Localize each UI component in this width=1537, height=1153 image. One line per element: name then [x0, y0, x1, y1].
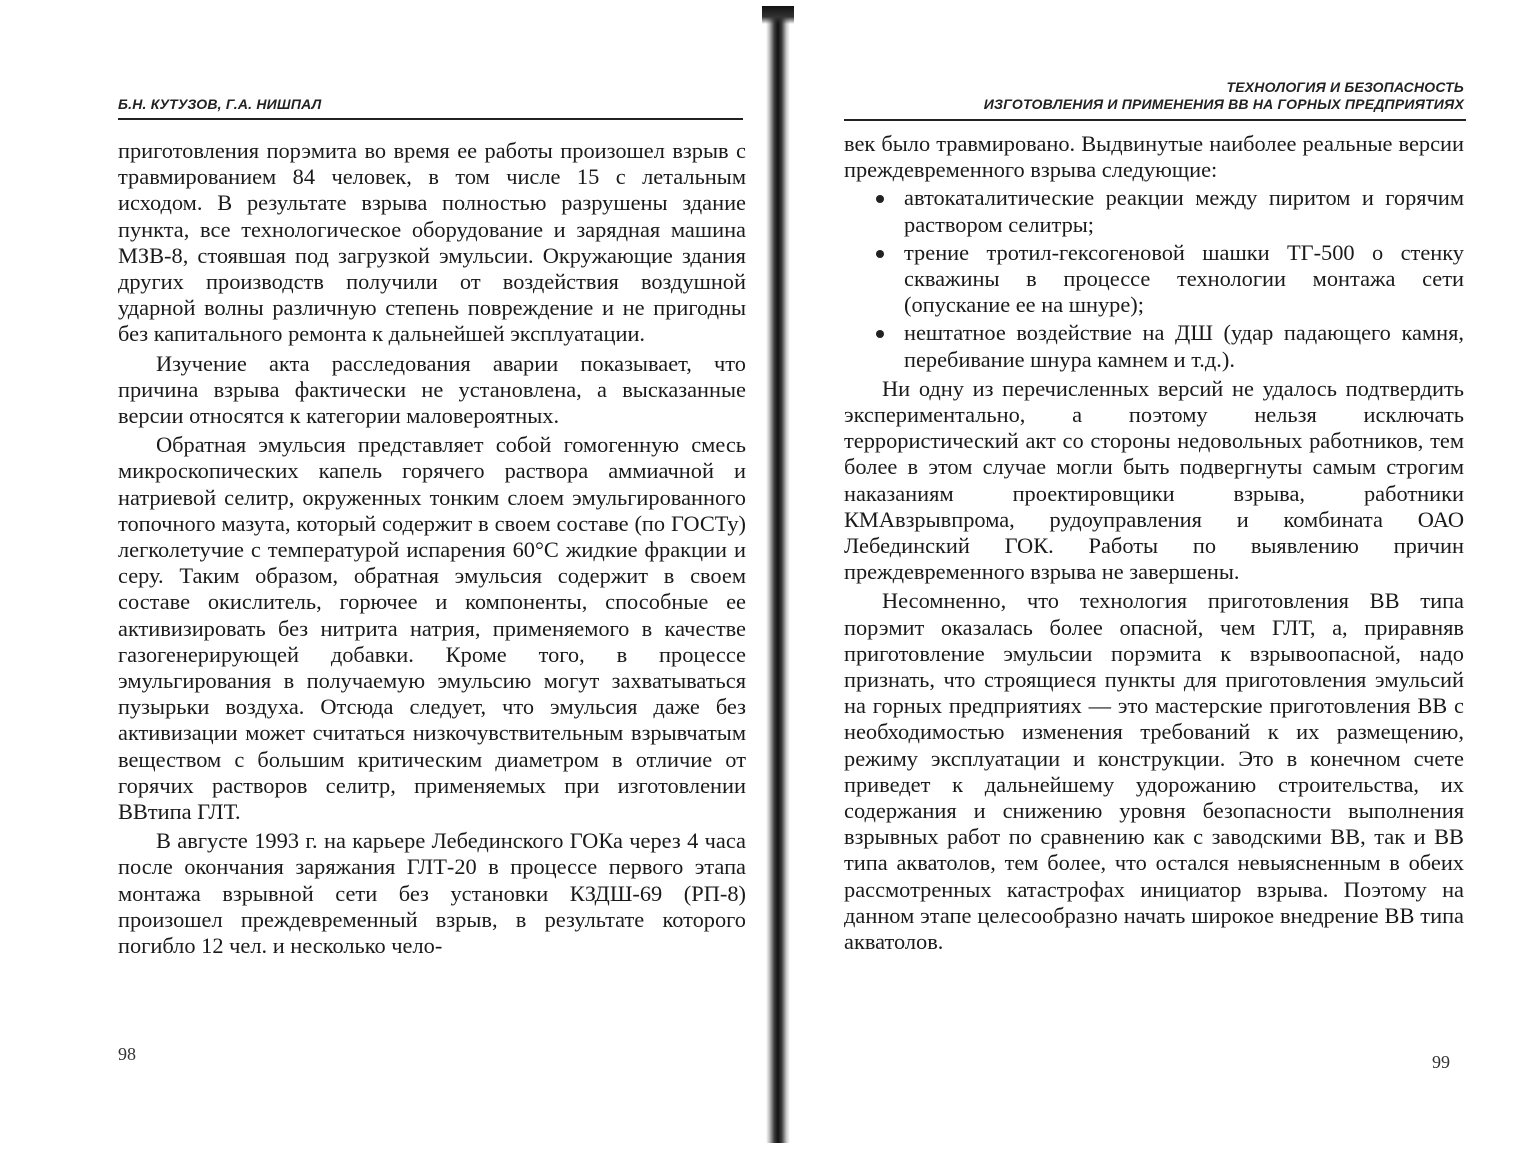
list-item [844, 320, 1464, 372]
left-body-text [118, 138, 746, 959]
paragraph: век было травмировано. Выдвинутые наиболее реальные версии преждевременного взрыва следующие: [844, 131, 1464, 183]
page-number: 99 [1432, 1052, 1450, 1072]
right-body-text [844, 131, 1464, 955]
list-item-text: нештатное воздействие на ДШ (удар падающего камня, перебивание шнура камнем и т.д.). [904, 320, 1464, 372]
bullet-icon [876, 330, 884, 338]
paragraph: Обратная эмульсия представляет собой гомогенную смесь микроскопических капель горячего раствора аммиачной и натриевой селитр, окруженных тонким слоем эмульгированного топочного мазута, который содержит в своем составе (по ГОСТу) легколетучие с температурой испарения 60°С жидкие фракции и серу. Таким образом, обратная эмульсия содержит в своем составе окислитель, горючее и компоненты, способные ее активизировать без нитрита натрия, применяемого в качестве газогенерирующей добавки. Кроме того, в процессе эмульгирования в получаемую эмульсию могут захватываться пузырьки воздуха. Отсюда следует, что эмульсия даже без активизации может считаться низкочувствительным взрывчатым веществом с большим критическим диаметром в отличие от горячих растворов селитр, применяемых при изготовлении ВВтипа ГЛТ. [118, 432, 746, 825]
paragraph: Несомненно, что технология приготовления ВВ типа порэмит оказалась более опасной, чем ГЛТ, а, приравняв приготовление эмульсии порэмита к взрывоопасной, надо признать, что строящиеся пункты для приготовления эмульсий на горных предприятиях — это мастерские приготовления ВВ с необходимостью изменения требований к их размещению, режиму эксплуатации и конструкции. Это в конечном счете приведет к дальнейшему удорожанию строительства, их содержания и снижению уровня безопасности выполнения взрывных работ по сравнению как с заводскими ВВ, так и ВВ типа акватолов, тем более, что остался невыясненным в обеих рассмотренных катастрофах инициатор взрыва. Поэтому на данном этапе целесообразно начать широкое внедрение ВВ типа акватолов. [844, 588, 1464, 955]
paragraph: В августе 1993 г. на карьере Лебединского ГОКа через 4 часа после окончания заряжания ГЛТ-20 в процессе первого этапа монтажа взрывной сети без установки КЗДШ-69 (РП-8) произошел преждевременный взрыв, в результате которого погибло 12 чел. и несколько чело- [118, 828, 746, 959]
bullet-icon [876, 250, 884, 258]
book-spine-shadow [758, 0, 802, 1153]
spine-top-shadow [762, 6, 794, 24]
running-head-line: ТЕХНОЛОГИЯ И БЕЗОПАСНОСТЬ [1226, 79, 1464, 95]
page-number: 98 [118, 1044, 136, 1064]
paragraph: приготовления порэмита во время ее работы произошел взрыв с травмированием 84 человек, в том числе 15 с летальным исходом. В результате взрыва полностью разрушены здание пункта, все технологическое оборудование и зарядная машина МЗВ-8, стоявшая под загрузкой эмульсии. Окружающие здания других производств получили от воздействия воздушной ударной волны различную степень повреждение и не пригодны без капитального ремонта к дальнейшей эксплуатации. [118, 138, 746, 347]
paragraph: Изучение акта расследования аварии показывает, что причина взрыва фактически не установлена, а высказанные версии относятся к категории маловероятных. [118, 350, 746, 429]
header-rule [844, 119, 1466, 121]
bullet-icon [876, 195, 884, 203]
paragraph: Ни одну из перечисленных версий не удалось подтвердить экспериментально, а поэтому нельзя исключать террористический акт со стороны недовольных работников, тем более в этом случае могли быть подвергнуты самым строгим наказаниям проектировщики взрыва, работники КМАвзрывпрома, рудоуправления и комбината ОАО Лебединский ГОК. Работы по выявлению причин преждевременного взрыва не завершены. [844, 375, 1464, 585]
spine-shadow [766, 10, 790, 1143]
header-rule [118, 118, 743, 120]
list-item-text: автокаталитические реакции между пиритом и горячим раствором селитры; [904, 185, 1464, 237]
list-item [844, 185, 1464, 237]
running-head-authors: Б.Н. КУТУЗОВ, Г.А. НИШПАЛ [118, 96, 322, 112]
list-item-text: трение тротил-гексогеновой шашки ТГ-500 о стенку скважины в процессе технологии монтажа сети (опускание ее на шнуре); [904, 239, 1464, 318]
running-head-line: ИЗГОТОВЛЕНИЯ И ПРИМЕНЕНИЯ ВВ НА ГОРНЫХ ПРЕДПРИЯТИЯХ [983, 96, 1464, 112]
right-page [800, 0, 1537, 1153]
list-item [844, 240, 1464, 319]
versions-list [844, 185, 1464, 372]
running-head-title [844, 79, 1464, 113]
